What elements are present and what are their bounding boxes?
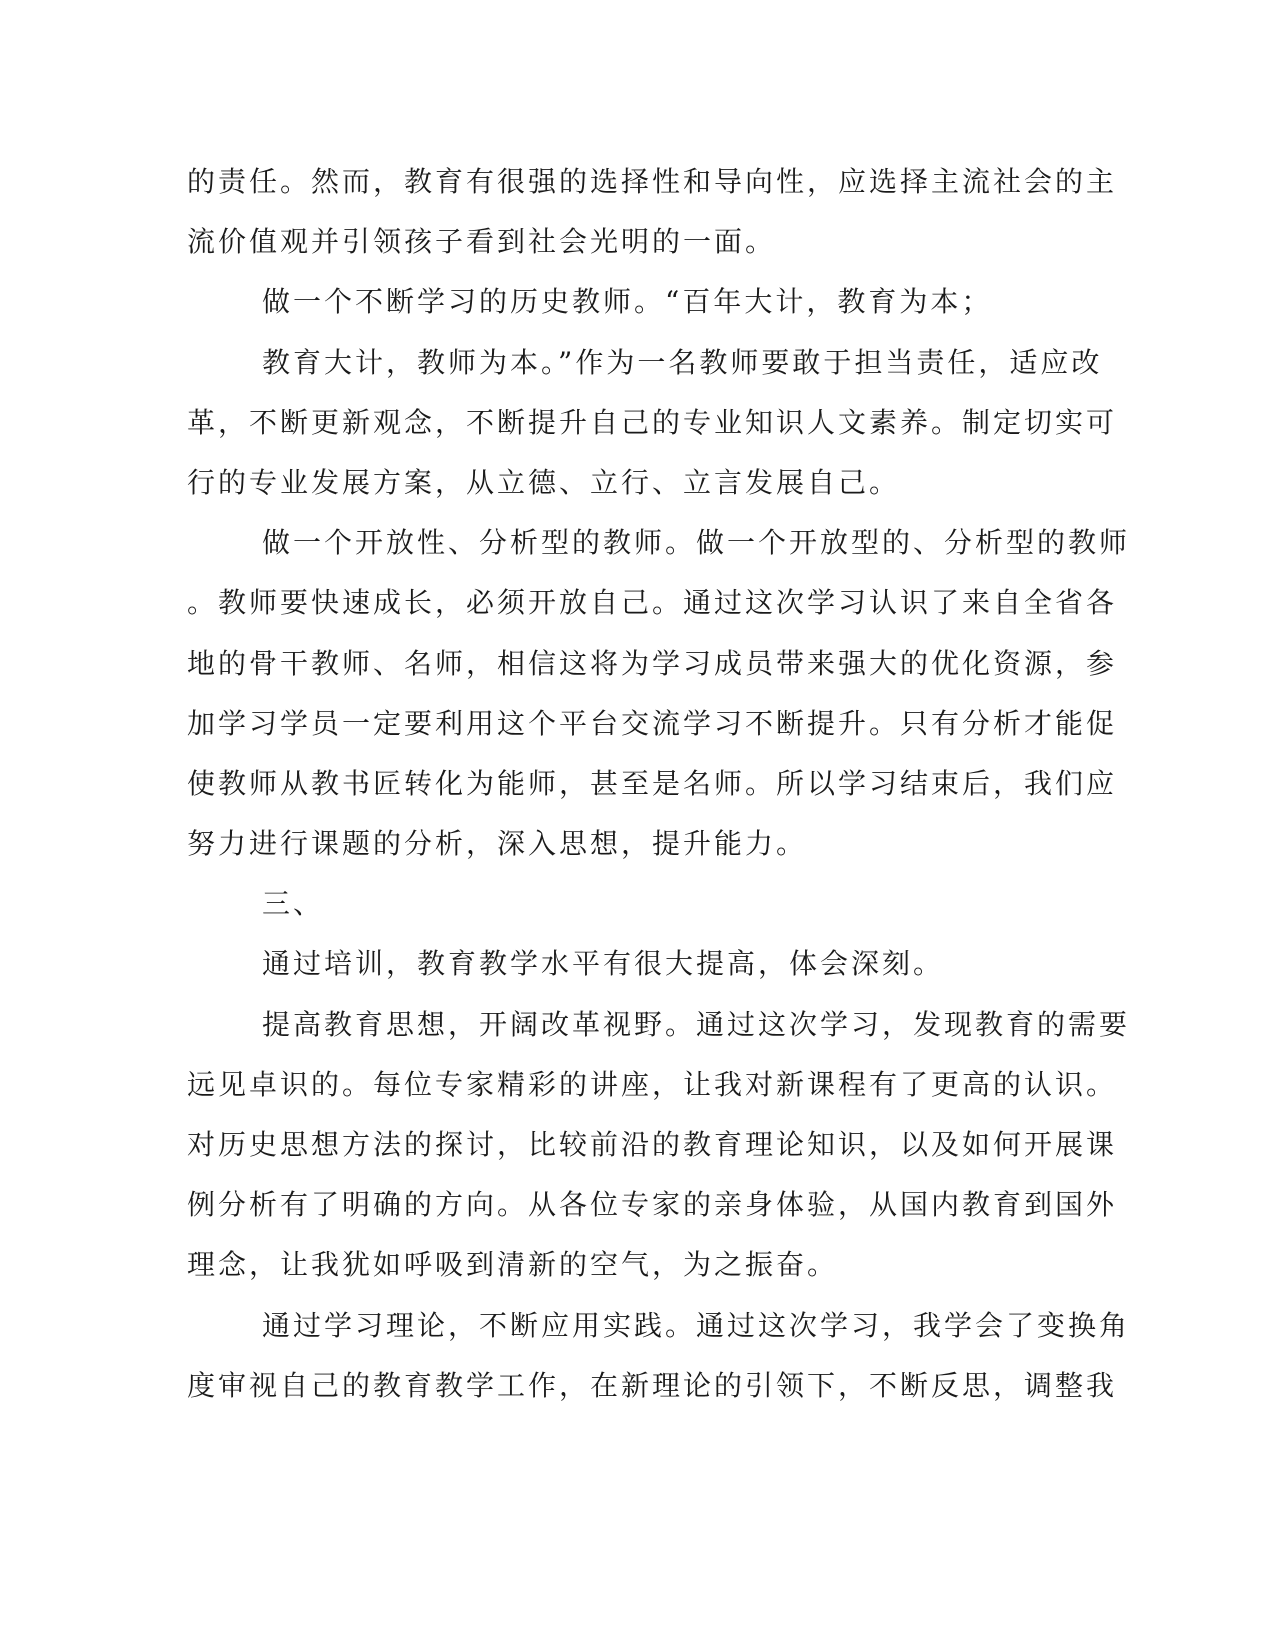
- text-line: 使教师从教书匠转化为能师，甚至是名师。所以学习结束后，我们应: [187, 766, 1118, 800]
- text-line: 教育大计，教师为本。”作为一名教师要敢于担当责任，适应改: [262, 345, 1103, 379]
- text-line: 例分析有了明确的方向。从各位专家的亲身体验，从国内教育到国外: [187, 1188, 1118, 1222]
- text-line: 对历史思想方法的探讨，比较前沿的教育理论知识，以及如何开展课: [187, 1128, 1118, 1161]
- section-heading: 三、: [262, 887, 325, 921]
- text-line: 提高教育思想，开阔改革视野。通过这次学习，发现教育的需要: [262, 1007, 1131, 1041]
- text-line: 。教师要快速成长，必须开放自己。通过这次学习认识了来自全省各: [187, 586, 1118, 620]
- text-line: 的责任。然而，教育有很强的选择性和导向性，应选择主流社会的主: [187, 165, 1118, 198]
- text-line: 加学习学员一定要利用这个平台交流学习不断提升。只有分析才能促: [187, 706, 1118, 740]
- body-text: [187, 152, 1131, 1416]
- text-line: 度审视自己的教育教学工作，在新理论的引领下，不断反思，调整我: [187, 1368, 1118, 1402]
- text-line: 远见卓识的。每位专家精彩的讲座，让我对新课程有了更高的认识。: [187, 1067, 1118, 1101]
- text-line: 行的专业发展方案，从立德、立行、立言发展自己。: [187, 465, 901, 499]
- text-line: 做一个开放性、分析型的教师。做一个开放型的、分析型的教师: [262, 526, 1131, 560]
- text-line: 做一个不断学习的历史教师。“百年大计，教育为本；: [262, 285, 993, 319]
- text-line: 地的骨干教师、名师，相信这将为学习成员带来强大的优化资源，参: [187, 646, 1118, 680]
- text-line: 通过学习理论，不断应用实践。通过这次学习，我学会了变换角: [262, 1308, 1131, 1342]
- text-line: 革，不断更新观念，不断提升自己的专业知识人文素养。制定切实可: [187, 405, 1118, 439]
- text-line: 理念，让我犹如呼吸到清新的空气，为之振奋。: [187, 1248, 839, 1282]
- text-line: 努力进行课题的分析，深入思想，提升能力。: [187, 827, 808, 861]
- text-line: 流价值观并引领孩子看到社会光明的一面。: [187, 225, 777, 259]
- text-line: 通过培训，教育教学水平有很大提高，体会深刻。: [262, 947, 945, 981]
